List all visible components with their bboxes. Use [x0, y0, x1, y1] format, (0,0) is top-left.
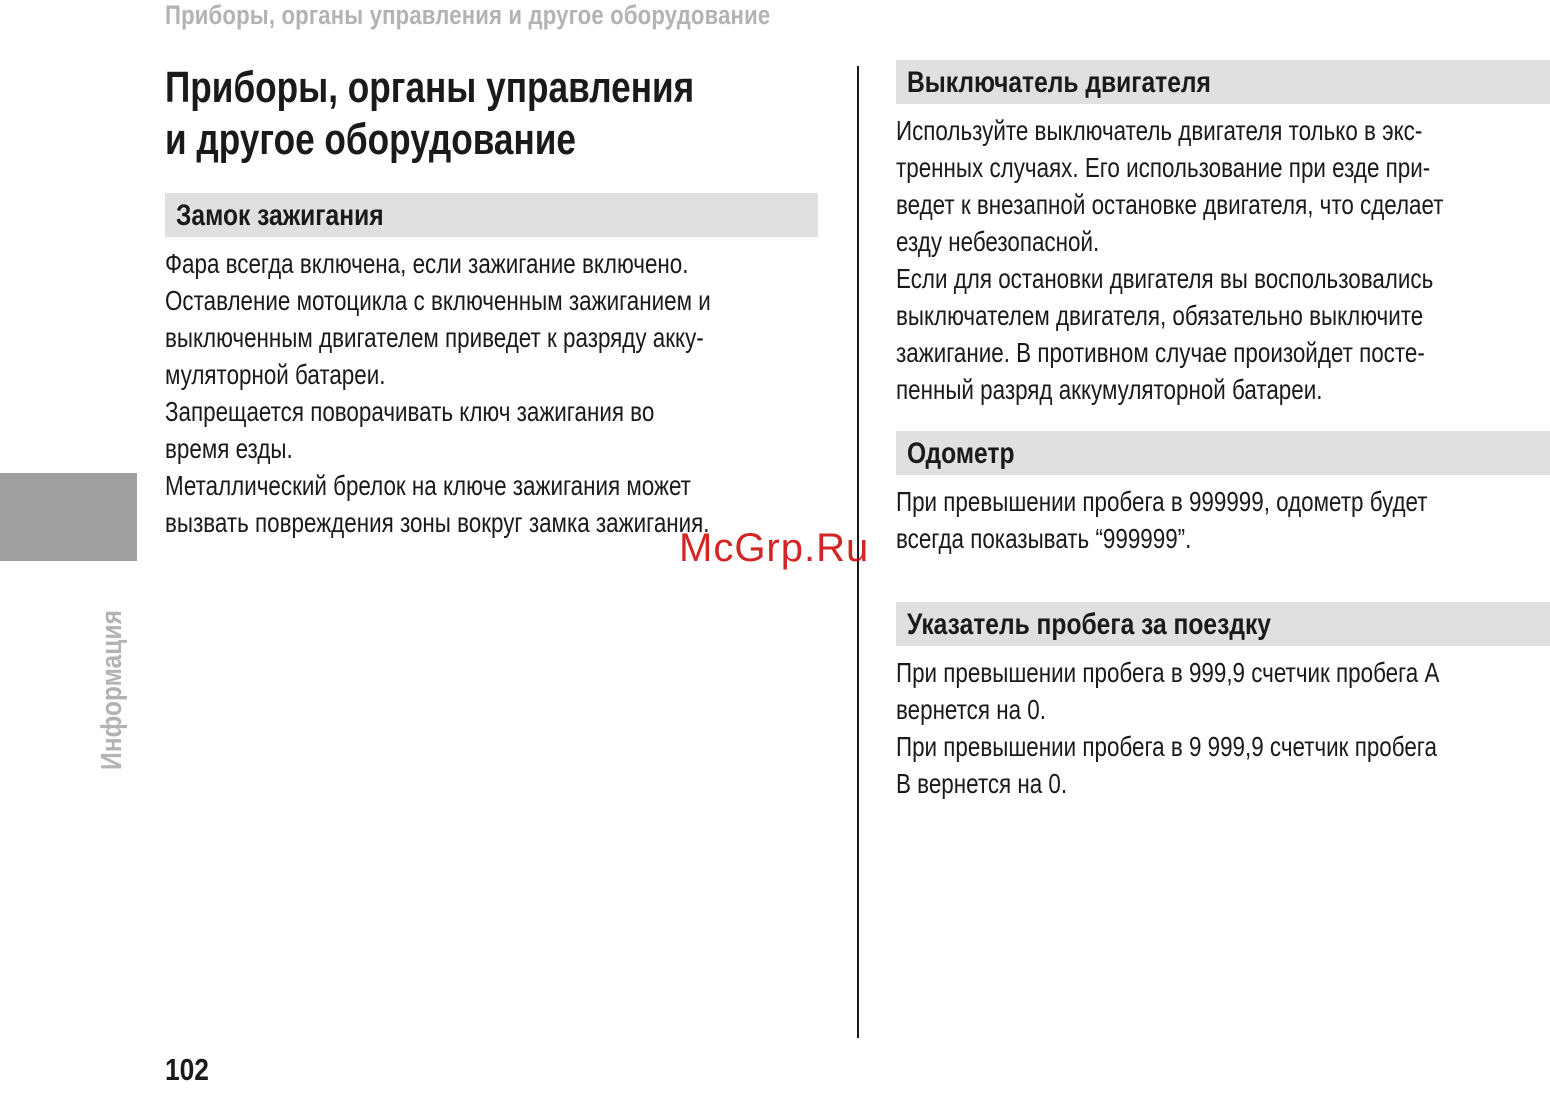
body-line: ведет к внезапной остановке двигателя, что сделает: [896, 189, 1444, 220]
section-heading-odometer: [896, 431, 1550, 475]
body-line: время езды.: [165, 433, 293, 464]
section-tab-marker: [0, 473, 137, 561]
body-line: зажигание. В противном случае произойдет посте-: [896, 337, 1425, 368]
section-body-trip-meter: [896, 654, 1550, 802]
body-line: Фара всегда включена, если зажигание включено.: [165, 248, 689, 279]
section-body-ignition: [165, 245, 818, 541]
body-line: выключенным двигателем приведет к разряду акку-: [165, 322, 704, 353]
body-line: Запрещается поворачивать ключ зажигания во: [165, 396, 655, 427]
body-line: пенный разряд аккумуляторной батареи.: [896, 374, 1323, 405]
body-line: Если для остановки двигателя вы воспользовались: [896, 263, 1434, 294]
body-line: тренных случаях. Его использование при езде при-: [896, 152, 1431, 183]
section-heading-engine-switch: [896, 60, 1550, 104]
body-line: В вернется на 0.: [896, 768, 1068, 799]
body-line: При превышении пробега в 999,9 счетчик пробега А: [896, 657, 1440, 688]
body-line: Используйте выключатель двигателя только в экс-: [896, 115, 1423, 146]
body-line: Оставление мотоцикла с включенным зажиганием и: [165, 285, 711, 316]
section-ignition: [165, 193, 818, 541]
body-line: Металлический брелок на ключе зажигания может: [165, 470, 691, 501]
body-line: всегда показывать “999999”.: [896, 523, 1192, 554]
section-trip-meter: [896, 602, 1550, 802]
body-line: При превышении пробега в 999999, одометр будет: [896, 486, 1428, 517]
body-line: вернется на 0.: [896, 694, 1046, 725]
section-tab-label: Информация: [96, 610, 128, 770]
section-body-engine-switch: [896, 112, 1550, 408]
body-line: муляторной батареи.: [165, 359, 386, 390]
page-title: [165, 62, 694, 166]
section-heading-text: Выключатель двигателя: [907, 66, 1211, 99]
body-line: выключателем двигателя, обязательно выключите: [896, 300, 1424, 331]
body-line: езду небезопасной.: [896, 226, 1100, 257]
section-engine-switch: [896, 60, 1550, 408]
section-heading-text: Одометр: [907, 437, 1015, 470]
watermark: McGrp.Ru: [679, 526, 870, 570]
running-header: Приборы, органы управления и другое оборудование: [165, 0, 771, 30]
section-heading-trip-meter: [896, 602, 1550, 646]
page-title-line-1: Приборы, органы управления: [165, 63, 695, 112]
page-title-line-2: и другое оборудование: [165, 115, 576, 164]
section-heading-text: Указатель пробега за поездку: [907, 608, 1271, 641]
section-heading-text: Замок зажигания: [176, 199, 384, 232]
body-line: вызвать повреждения зоны вокруг замка зажигания.: [165, 507, 710, 538]
section-heading-ignition: [165, 193, 818, 237]
section-body-odometer: [896, 483, 1550, 557]
body-line: При превышении пробега в 9 999,9 счетчик пробега: [896, 731, 1437, 762]
section-odometer: [896, 431, 1550, 557]
page-number: 102: [165, 1052, 209, 1087]
